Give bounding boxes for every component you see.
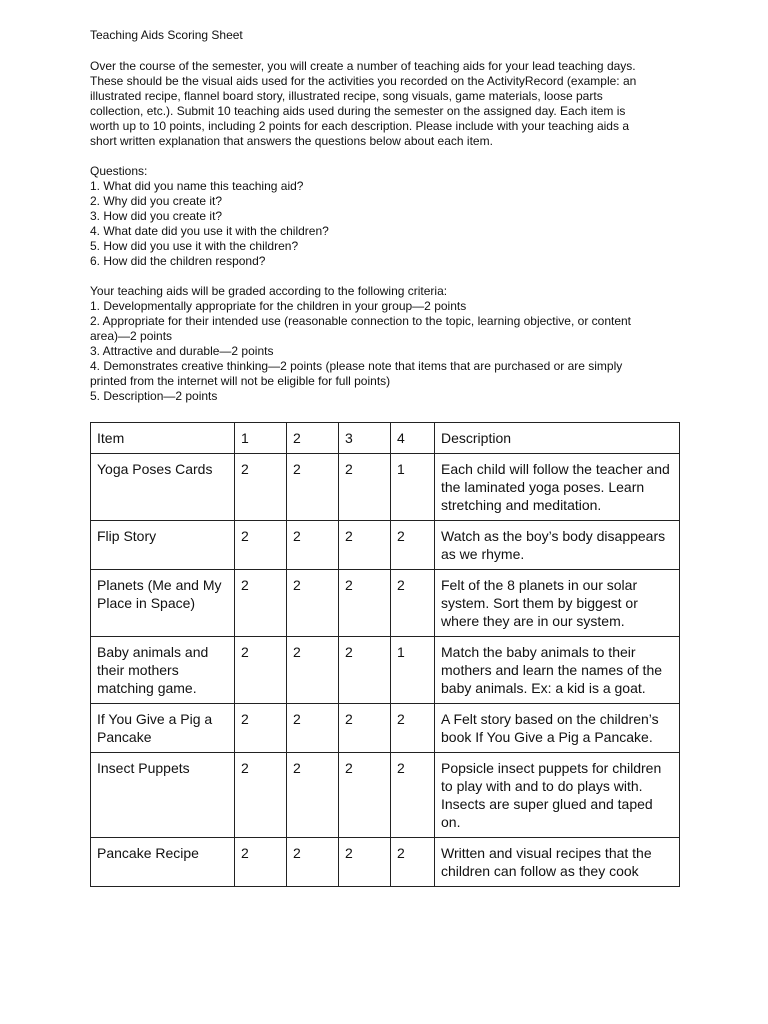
criteria-line: 3. Attractive and durable—2 points <box>90 344 274 358</box>
table-header-row <box>91 423 680 454</box>
intro-line: These should be the visual aids used for the activities you recorded on the ActivityRecord (example: an <box>90 74 637 88</box>
score-cell: 2 <box>287 753 339 838</box>
scoring-table <box>90 422 680 887</box>
score-cell: 2 <box>339 753 391 838</box>
question-item: 5. How did you use it with the children? <box>90 239 299 253</box>
score-cell: 2 <box>339 704 391 753</box>
score-cell: 2 <box>391 753 435 838</box>
header-cell-criterion-4: 4 <box>391 423 435 454</box>
question-item: 3. How did you create it? <box>90 209 223 223</box>
description-cell: Written and visual recipes that the children can follow as they cook <box>435 838 680 887</box>
score-cell: 2 <box>287 838 339 887</box>
header-cell-item: Item <box>91 423 235 454</box>
header-cell-criterion-2: 2 <box>287 423 339 454</box>
score-cell: 2 <box>287 637 339 704</box>
questions-heading: Questions: <box>90 164 148 178</box>
score-cell: 2 <box>339 838 391 887</box>
table-row <box>91 838 680 887</box>
score-cell: 2 <box>391 704 435 753</box>
table-row <box>91 753 680 838</box>
score-cell: 2 <box>235 521 287 570</box>
intro-line: Over the course of the semester, you will create a number of teaching aids for your lead teaching days. <box>90 59 636 73</box>
item-cell: Insect Puppets <box>91 753 235 838</box>
score-cell: 2 <box>287 454 339 521</box>
score-cell: 2 <box>391 521 435 570</box>
document-body <box>90 28 690 419</box>
intro-paragraph <box>90 59 690 149</box>
item-cell: Baby animals and their mothers matching game. <box>91 637 235 704</box>
question-item: 1. What did you name this teaching aid? <box>90 179 304 193</box>
score-cell: 2 <box>339 521 391 570</box>
score-cell: 2 <box>235 454 287 521</box>
criteria-section <box>90 284 690 404</box>
header-cell-criterion-3: 3 <box>339 423 391 454</box>
score-cell: 2 <box>391 570 435 637</box>
description-cell: Popsicle insect puppets for children to play with and to do plays with. Insects are super glued and taped on. <box>435 753 680 838</box>
description-cell: Each child will follow the teacher and the laminated yoga poses. Learn stretching and meditation. <box>435 454 680 521</box>
table-row <box>91 637 680 704</box>
score-cell: 1 <box>391 454 435 521</box>
score-cell: 1 <box>391 637 435 704</box>
score-cell: 2 <box>235 637 287 704</box>
table-row <box>91 454 680 521</box>
score-cell: 2 <box>235 570 287 637</box>
questions-section <box>90 164 690 269</box>
score-cell: 2 <box>235 838 287 887</box>
header-cell-criterion-1: 1 <box>235 423 287 454</box>
score-cell: 2 <box>235 704 287 753</box>
header-cell-description: Description <box>435 423 680 454</box>
score-cell: 2 <box>391 838 435 887</box>
item-cell: Flip Story <box>91 521 235 570</box>
item-cell: Yoga Poses Cards <box>91 454 235 521</box>
criteria-line: 1. Developmentally appropriate for the children in your group—2 points <box>90 299 467 313</box>
score-cell: 2 <box>235 753 287 838</box>
criteria-line: printed from the internet will not be eligible for full points) <box>90 374 391 388</box>
question-item: 2. Why did you create it? <box>90 194 223 208</box>
intro-line: short written explanation that answers the questions below about each item. <box>90 134 493 148</box>
score-cell: 2 <box>287 570 339 637</box>
item-cell: If You Give a Pig a Pancake <box>91 704 235 753</box>
score-cell: 2 <box>287 704 339 753</box>
description-cell: A Felt story based on the children’s book If You Give a Pig a Pancake. <box>435 704 680 753</box>
score-cell: 2 <box>339 454 391 521</box>
description-cell: Felt of the 8 planets in our solar system. Sort them by biggest or where they are in our system. <box>435 570 680 637</box>
intro-line: worth up to 10 points, including 2 points for each description. Please include with your teaching aids a <box>90 119 629 133</box>
page-title: Teaching Aids Scoring Sheet <box>90 28 243 42</box>
item-cell: Pancake Recipe <box>91 838 235 887</box>
description-cell: Watch as the boy’s body disappears as we rhyme. <box>435 521 680 570</box>
question-item: 4. What date did you use it with the children? <box>90 224 329 238</box>
score-cell: 2 <box>287 521 339 570</box>
criteria-line: 4. Demonstrates creative thinking—2 points (please note that items that are purchased or are simply <box>90 359 623 373</box>
question-item: 6. How did the children respond? <box>90 254 266 268</box>
table-row <box>91 704 680 753</box>
intro-line: collection, etc.). Submit 10 teaching aids used during the semester on the assigned day. Each item is <box>90 104 626 118</box>
criteria-line: Your teaching aids will be graded according to the following criteria: <box>90 284 448 298</box>
score-cell: 2 <box>339 637 391 704</box>
table-row <box>91 521 680 570</box>
score-cell: 2 <box>339 570 391 637</box>
intro-line: illustrated recipe, flannel board story, illustrated recipe, song visuals, game materials, loose parts <box>90 89 603 103</box>
item-cell: Planets (Me and My Place in Space) <box>91 570 235 637</box>
table-row <box>91 570 680 637</box>
criteria-line: 5. Description—2 points <box>90 389 218 403</box>
criteria-line: area)—2 points <box>90 329 173 343</box>
description-cell: Match the baby animals to their mothers and learn the names of the baby animals. Ex: a kid is a goat. <box>435 637 680 704</box>
criteria-line: 2. Appropriate for their intended use (reasonable connection to the topic, learning objective, or content <box>90 314 632 328</box>
